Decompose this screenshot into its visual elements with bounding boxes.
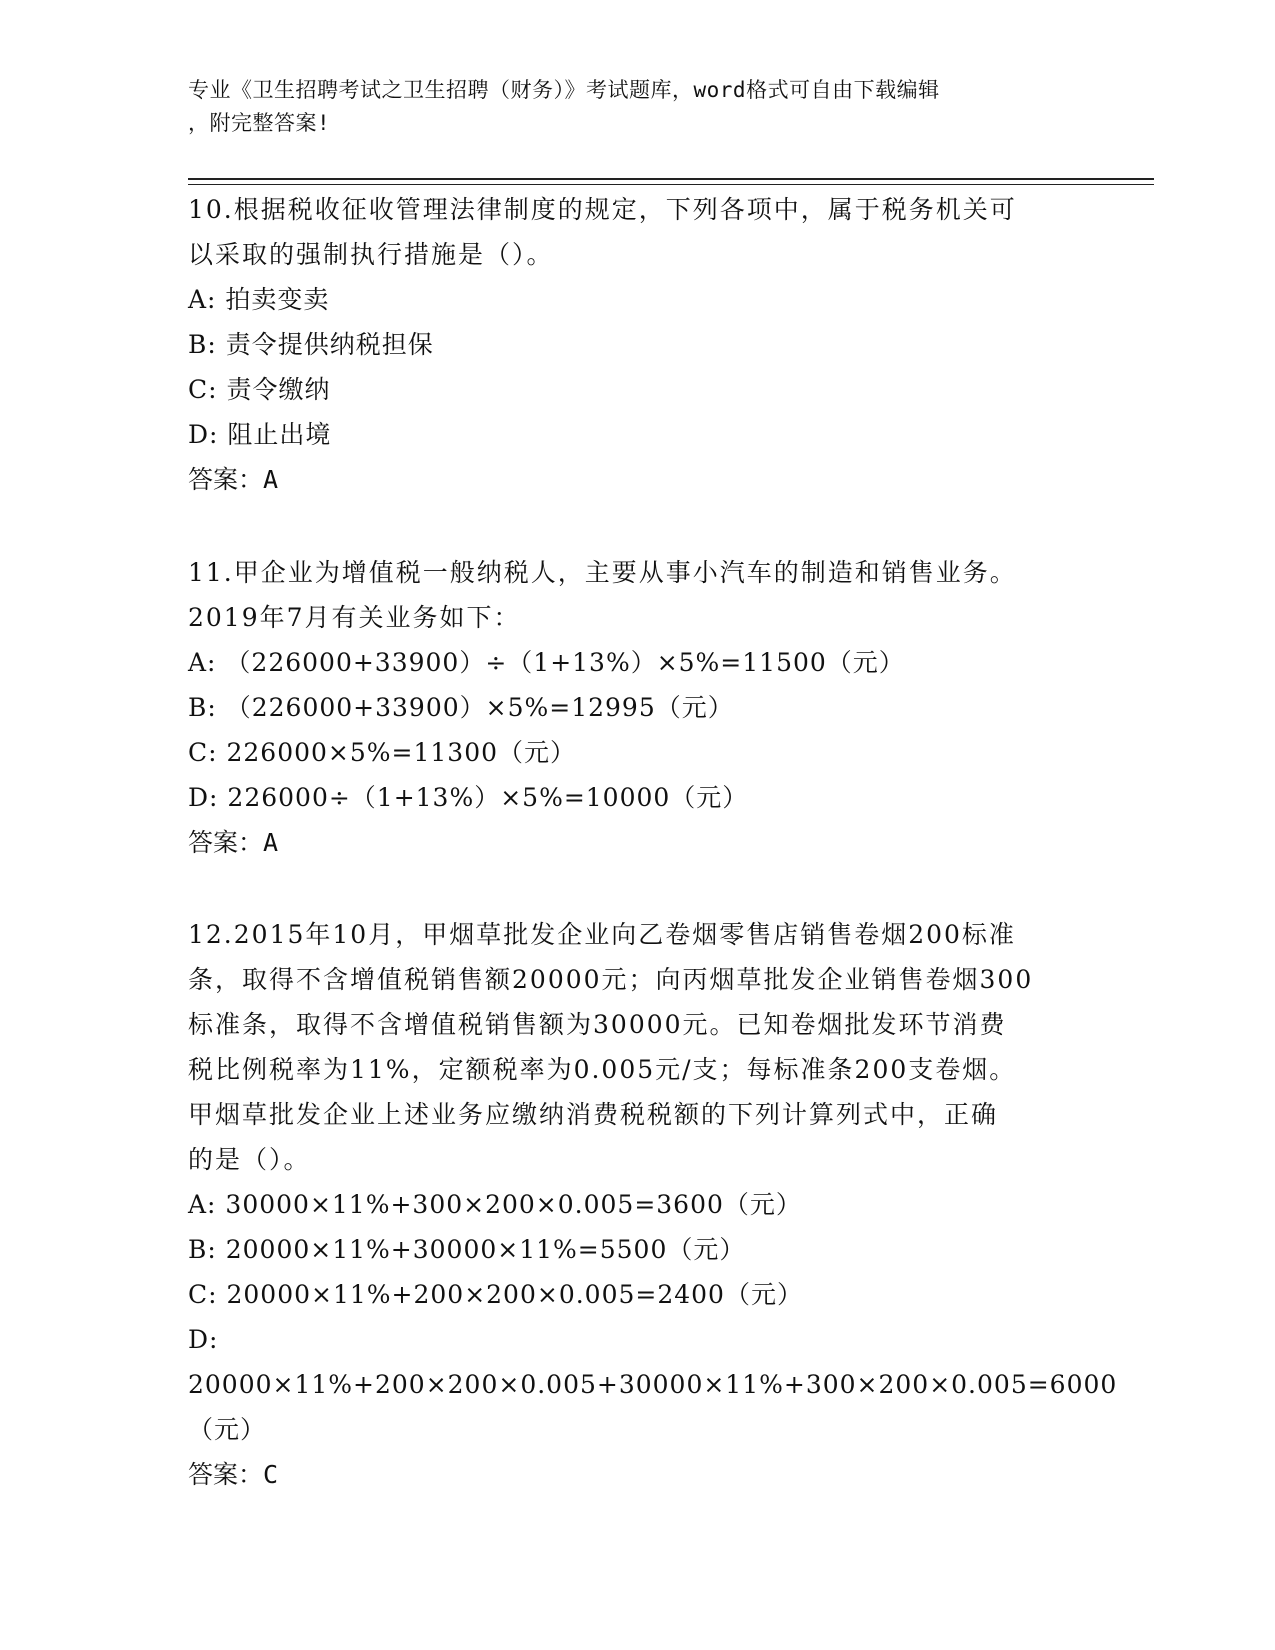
answer-line: 答案：A: [188, 465, 279, 494]
question-text-line: 甲烟草批发企业上述业务应缴纳消费税税额的下列计算列式中，正确: [188, 1100, 999, 1129]
question-text-line: 的是（）。: [188, 1145, 311, 1174]
option-d: D: 阻止出境: [188, 420, 332, 449]
option-c: C: 责令缴纳: [188, 375, 331, 404]
question-text-line: 税比例税率为11%，定额税率为0.005元/支；每标准条200支卷烟。: [188, 1055, 1017, 1084]
question-text-line: 2019年7月有关业务如下：: [188, 603, 521, 632]
question-11: [188, 550, 1088, 866]
option-a: A: （226000+33900）÷（1+13%）×5%=11500（元）: [188, 648, 905, 677]
question-text-line: 11.甲企业为增值税一般纳税人，主要从事小汽车的制造和销售业务。: [188, 558, 1017, 587]
option-a: A: 拍卖变卖: [188, 285, 330, 314]
question-text-line: 10.根据税收征收管理法律制度的规定，下列各项中，属于税务机关可: [188, 195, 1017, 224]
question-10: [188, 187, 1088, 503]
question-text-line: 条，取得不含增值税销售额20000元；向丙烟草批发企业销售卷烟300: [188, 965, 1034, 994]
answer-line: 答案：A: [188, 828, 279, 857]
option-b: B: 责令提供纳税担保: [188, 330, 434, 359]
option-a: A: 30000×11%+300×200×0.005=3600（元）: [188, 1190, 802, 1219]
answer-line: 答案：C: [188, 1460, 279, 1489]
question-text-line: 以采取的强制执行措施是（）。: [188, 240, 554, 269]
option-b: B: （226000+33900）×5%=12995（元）: [188, 693, 734, 722]
option-d-continuation: （元）: [188, 1415, 267, 1444]
option-c: C: 20000×11%+200×200×0.005=2400（元）: [188, 1280, 803, 1309]
question-text-line: 12.2015年10月，甲烟草批发企业向乙卷烟零售店销售卷烟200标准: [188, 920, 1016, 949]
option-c: C: 226000×5%=11300（元）: [188, 738, 577, 767]
header-divider-thin: [188, 184, 1154, 185]
option-b: B: 20000×11%+30000×11%=5500（元）: [188, 1235, 746, 1264]
document-header: [188, 74, 1068, 140]
header-line-1: 专业《卫生招聘考试之卫生招聘（财务）》考试题库，word格式可自由下载编辑: [188, 78, 940, 102]
header-line-2: ，附完整答案!: [188, 111, 331, 135]
option-d: D: 20000×11%+200×200×0.005+30000×11%+300×200×0.005=6000: [188, 1325, 1118, 1399]
question-text-line: 标准条，取得不含增值税销售额为30000元。已知卷烟批发环节消费: [188, 1010, 1007, 1039]
question-12: [188, 912, 1118, 1498]
option-d: D: 226000÷（1+13%）×5%=10000（元）: [188, 783, 749, 812]
header-divider-thick: [188, 178, 1154, 180]
